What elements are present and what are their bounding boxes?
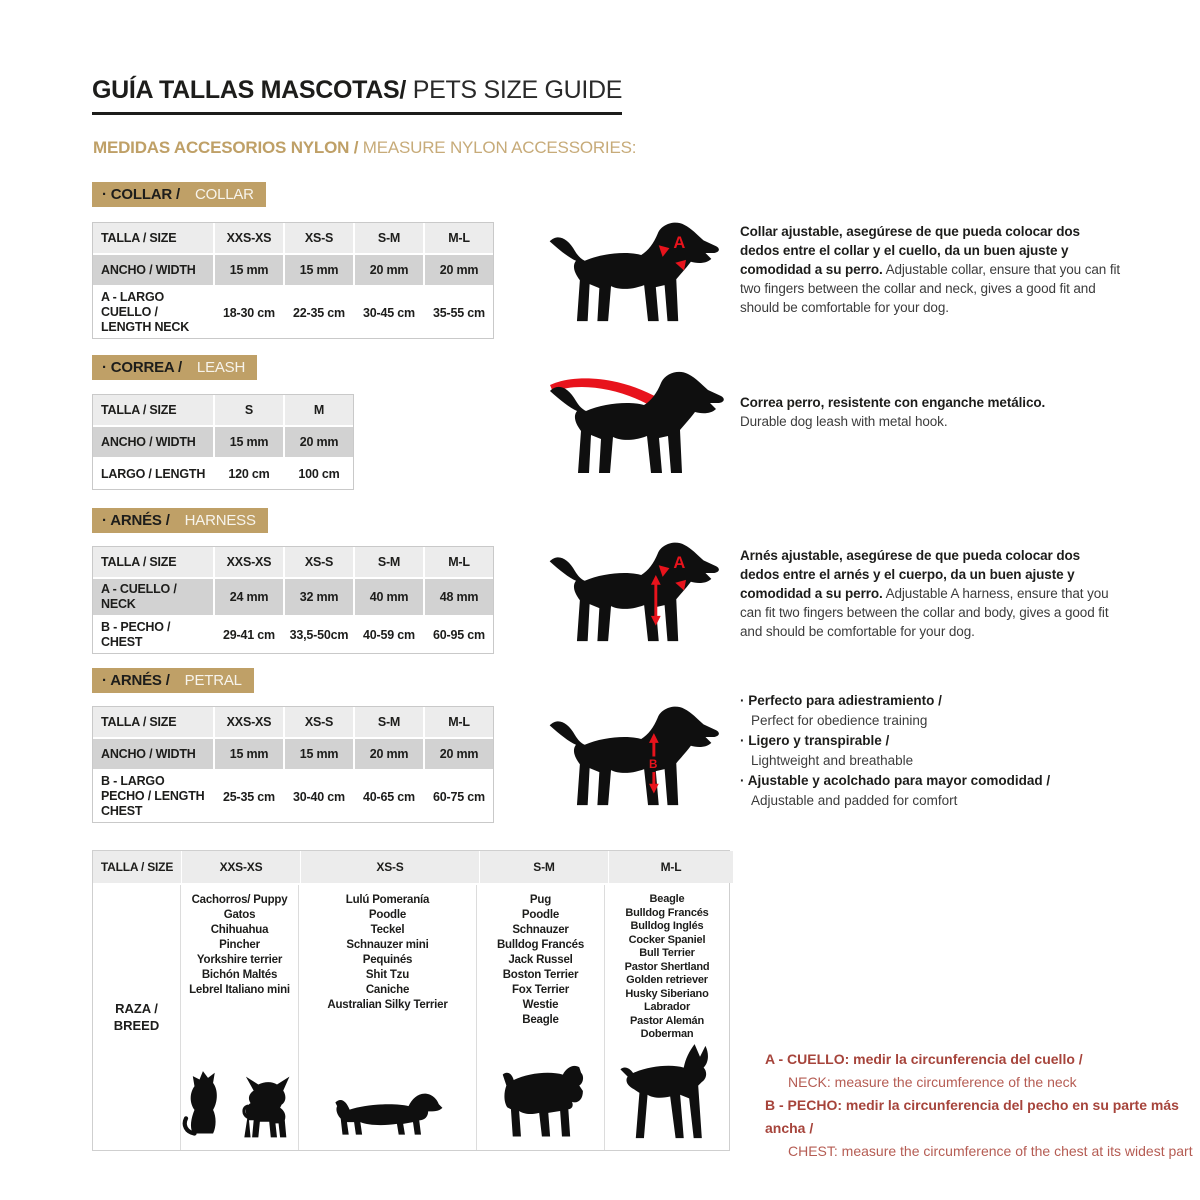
table-cell: S [215,395,283,425]
breed-name: Jack Russel [508,954,573,966]
table-cell: S-M [355,547,423,577]
leash-desc-es: Correa perro, resistente con enganche metálico. [740,395,1046,410]
table-cell: 30-40 cm [285,771,353,822]
table-row [93,739,493,769]
leash-dog-figure [538,365,728,480]
table-cell: 33,5-50cm [285,617,353,653]
leash-section-badge [92,355,257,380]
collar-size-table [92,222,494,339]
badge-label-es: · ARNÉS / [102,672,170,689]
breed-name: Cocker Spaniel [628,933,706,946]
breed-name: Teckel [370,924,405,936]
breed-col-xxs-xs [181,885,299,1150]
table-cell: M [285,395,353,425]
table-cell: M-L [425,547,493,577]
table-cell: 120 cm [215,459,283,489]
table-row [93,427,353,457]
breed-name: Husky Siberiano [625,987,709,1000]
table-cell: M-L [425,707,493,737]
animal-icons [495,1060,587,1150]
table-row [93,579,493,615]
petral-section-badge [92,668,254,693]
breed-name: Labrador [643,1001,691,1013]
table-cell: 100 cm [285,459,353,489]
table-row-label: LARGO / LENGTH [93,459,213,489]
harness-desc-es: Arnés ajustable, asegúrese de que pueda colocar dos dedos entre el arnés y el cuerpo, da un buen ajuste y comodidad a su perro. [740,548,1081,601]
table-cell: 15 mm [285,739,353,769]
harness-section-badge [92,508,268,533]
table-cell: 15 mm [215,427,283,457]
table-cell: 20 mm [425,739,493,769]
table-cell: 20 mm [355,739,423,769]
page-subtitle [93,138,636,158]
animal-icons [182,1066,298,1150]
animal-icons [330,1088,446,1150]
leash-desc-en: Durable dog leash with metal hook. [740,414,948,429]
feature-item [740,771,1140,811]
breed-header-cell: TALLA / SIZE [93,851,181,883]
breed-name: Bichón Maltés [201,969,278,981]
table-cell: 48 mm [425,579,493,615]
badge-label-en: LEASH [192,359,246,376]
breed-name: Poodle [521,909,560,921]
feature-item [740,731,1140,771]
table-row [93,395,353,425]
breed-name: Pug [529,894,552,906]
breed-list [189,885,290,998]
harness-description [740,546,1122,641]
table-cell: S-M [355,707,423,737]
dog-silhouette [550,543,719,641]
table-row-label: ANCHO / WIDTH [93,427,213,457]
breed-name: Caniche [365,984,410,996]
leash-description [740,393,1122,431]
table-row [93,547,493,577]
breed-name: Australian Silky Terrier [327,999,448,1011]
breed-name: Beagle [522,1014,559,1026]
breed-row-label: RAZA / BREED [93,885,181,1150]
note-es: A - CUELLO: medir la circunferencia del cuello / [765,1051,1083,1067]
breed-name: Bulldog Inglés [630,920,704,932]
table-cell: 15 mm [285,255,353,285]
table-cell: 18-30 cm [215,287,283,338]
breed-name: Schnauzer mini [346,939,429,951]
measurement-notes [765,1048,1195,1163]
table-cell: 15 mm [215,255,283,285]
table-row-label: TALLA / SIZE [93,223,213,253]
badge-label-es: · ARNÉS / [102,512,170,529]
table-row [93,459,353,489]
table-row-label: A - CUELLO / NECK [93,579,213,615]
table-row-label: TALLA / SIZE [93,547,213,577]
collar-dog-figure [538,216,723,328]
table-cell: XS-S [285,707,353,737]
feature-en: Lightweight and breathable [751,753,914,768]
breed-header-cell: S-M [480,851,608,883]
table-cell: 32 mm [285,579,353,615]
breed-header-cell: XS-S [301,851,479,883]
table-cell: XS-S [285,223,353,253]
note-en: CHEST: measure the circumference of the chest at its widest part [788,1143,1193,1159]
page-title-es: GUÍA TALLAS MASCOTAS/ [92,76,407,104]
note-en: NECK: measure the circumference of the neck [788,1074,1077,1090]
table-cell: 20 mm [425,255,493,285]
table-cell: XXS-XS [215,223,283,253]
breed-col-m-l [605,885,729,1150]
table-cell: S-M [355,223,423,253]
breed-name: Bull Terrier [639,947,695,959]
breed-header-cell: XXS-XS [182,851,300,883]
table-row-label: ANCHO / WIDTH [93,739,213,769]
breed-size-table [92,850,730,1151]
schnauzer-icon [495,1060,587,1142]
measure-label-a: A [673,233,686,253]
petral-size-table [92,706,494,823]
feature-item [740,691,1140,731]
note-item [765,1048,1195,1094]
page-title-en: PETS SIZE GUIDE [406,76,623,104]
feature-es: · Perfecto para adiestramiento / [740,691,1140,711]
breed-header-cell: M-L [609,851,733,883]
table-row-label: A - LARGO CUELLO / LENGTH NECK [93,287,213,338]
table-row-label: TALLA / SIZE [93,707,213,737]
table-row [93,255,493,285]
table-row [93,771,493,822]
measure-label-b: B [649,758,658,772]
table-row [93,223,493,253]
table-row-label: B - PECHO / CHEST [93,617,213,653]
table-cell: 25-35 cm [215,771,283,822]
breed-list [625,885,710,1042]
table-row [93,707,493,737]
dog-silhouette [550,223,719,321]
breed-col-s-m [477,885,605,1150]
badge-label-en: HARNESS [180,512,256,529]
breed-list [497,885,584,1028]
breed-name: Pastor Alemán [629,1014,704,1027]
table-cell: 20 mm [285,427,353,457]
doberman-icon [615,1042,719,1142]
breed-name: Cachorros/ Puppy [191,894,288,906]
table-cell: 40-59 cm [355,617,423,653]
feature-es: · Ajustable y acolchado para mayor comodidad / [740,771,1140,791]
table-row [93,617,493,653]
breed-name: Bulldog Francés [625,906,709,919]
petral-dog-figure [538,700,723,812]
badge-label-en: PETRAL [180,672,242,689]
breed-name: Pequinés [362,954,413,966]
table-cell: 29-41 cm [215,617,283,653]
table-cell: 60-75 cm [425,771,493,822]
badge-label-en: COLLAR [191,186,254,203]
breed-name: Shit Tzu [365,969,410,981]
table-cell: XXS-XS [215,707,283,737]
feature-es: · Ligero y transpirable / [740,731,1140,751]
table-row-label: TALLA / SIZE [93,395,213,425]
breed-name: Gatos [223,909,256,921]
cat-icon [182,1066,234,1142]
breed-table-body [93,883,729,1150]
table-cell: 22-35 cm [285,287,353,338]
breed-name: Westie [522,999,559,1011]
table-cell: 24 mm [215,579,283,615]
breed-table-header [93,851,729,883]
table-row-label: B - LARGO PECHO / LENGTH CHEST [93,771,213,822]
table-cell: 40-65 cm [355,771,423,822]
table-row-label: ANCHO / WIDTH [93,255,213,285]
breed-name: Boston Terrier [502,969,579,981]
animal-icons [615,1042,719,1150]
page-title [92,76,622,115]
table-cell: 30-45 cm [355,287,423,338]
badge-label-es: · COLLAR / [102,186,180,203]
table-row [93,287,493,338]
table-cell: 20 mm [355,255,423,285]
table-cell: XS-S [285,547,353,577]
badge-label-es: · CORREA / [102,359,182,376]
breed-name: Yorkshire terrier [196,954,283,966]
collar-description [740,222,1122,317]
breed-col-xs-s [299,885,477,1150]
breed-name: Lulú Pomeranía [345,894,430,906]
harness-desc-en: Adjustable A harness, ensure that you can fit two fingers between the collar and body, gives a good fit and should be comfortable for your dog. [740,586,1109,639]
breed-name: Lebrel Italiano mini [189,984,290,996]
table-cell: 15 mm [215,739,283,769]
table-cell: 60-95 cm [425,617,493,653]
breed-name: Pastor Shertland [624,960,710,973]
measure-label-a: A [673,553,686,573]
petral-feature-list [740,691,1140,811]
dachshund-icon [330,1088,446,1142]
feature-en: Perfect for obedience training [751,713,928,728]
table-cell: 40 mm [355,579,423,615]
collar-desc-en: Adjustable collar, ensure that you can fit two fingers between the collar and neck, gives a good fit and should be comfortable for your dog. [740,262,1121,315]
breed-name: Doberman [640,1028,694,1040]
breed-name: Bulldog Francés [496,939,585,951]
subtitle-es: MEDIDAS ACCESORIOS NYLON / [93,138,359,157]
breed-name: Golden retriever [626,974,708,986]
feature-en: Adjustable and padded for comfort [751,793,958,808]
harness-dog-figure [538,536,723,648]
dog-silhouette [550,707,719,805]
note-item [765,1094,1195,1163]
leash-size-table [92,394,354,490]
breed-name: Chihuahua [210,924,269,936]
breed-name: Beagle [649,893,685,905]
subtitle-en: MEASURE NYLON ACCESSORIES: [358,138,637,157]
note-es: B - PECHO: medir la circunferencia del pecho en su parte más ancha / [765,1097,1179,1136]
breed-name: Schnauzer [512,924,569,936]
harness-size-table [92,546,494,654]
table-cell: 35-55 cm [425,287,493,338]
chihuahua-icon [242,1072,298,1142]
collar-section-badge [92,182,266,207]
breed-list [327,885,447,1013]
table-cell: M-L [425,223,493,253]
breed-name: Pincher [219,939,260,951]
collar-desc-es: Collar ajustable, asegúrese de que pueda colocar dos dedos entre el collar y el cuello, da un buen ajuste y comodidad a su perro. [740,224,1080,277]
breed-name: Poodle [368,909,407,921]
table-cell: XXS-XS [215,547,283,577]
breed-name: Fox Terrier [511,984,569,996]
